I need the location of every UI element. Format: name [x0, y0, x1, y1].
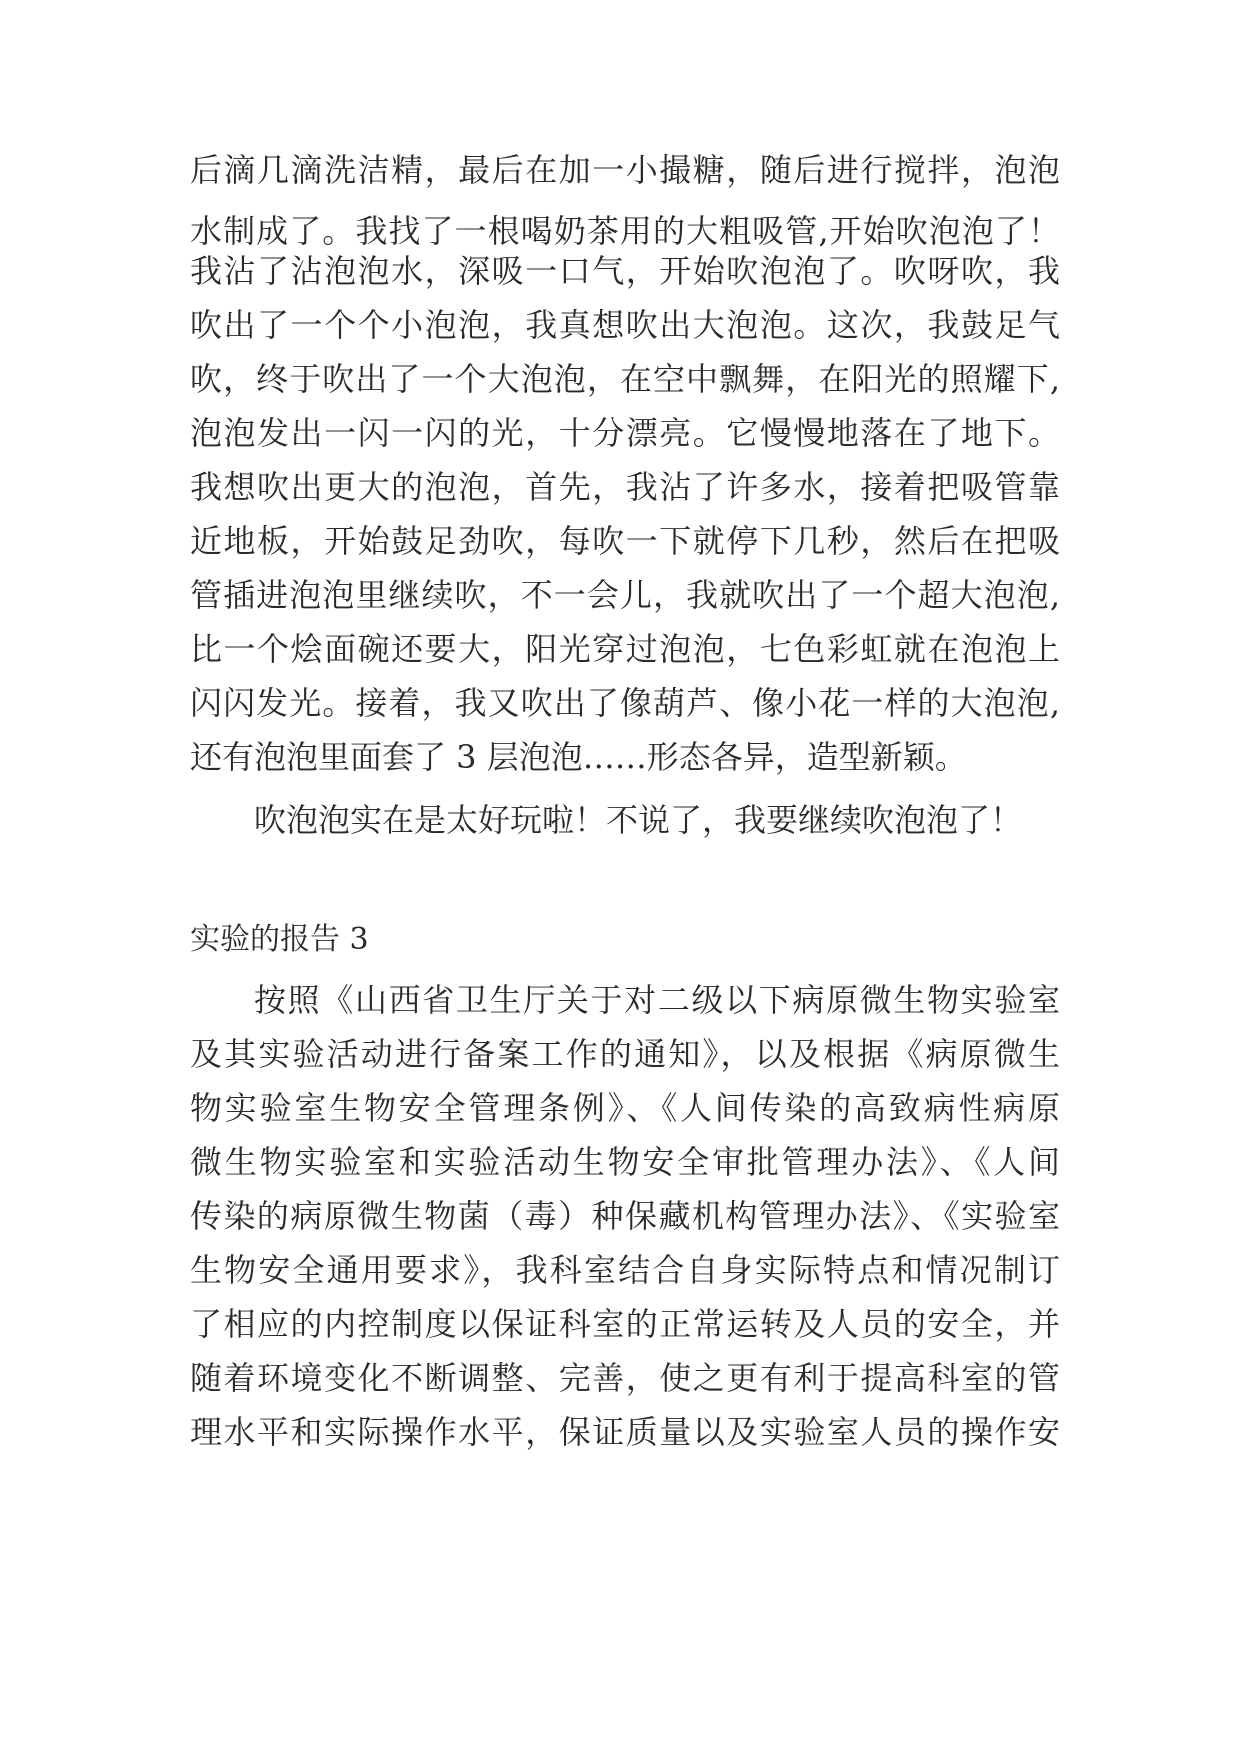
paragraph-line: 物实验室生物安全管理条例》、《人间传染的高致病性病原: [190, 1089, 1060, 1127]
paragraph-line: 还有泡泡里面套了 3 层泡泡……形态各异，造型新颖。: [190, 738, 967, 776]
paragraph-line: 传染的病原微生物菌（毒）种保藏机构管理办法》、《实验室: [190, 1197, 1060, 1235]
section-heading: 实验的报告 3: [190, 922, 369, 957]
paragraph-line: 随着环境变化不断调整、完善，使之更有利于提高科室的管: [190, 1359, 1060, 1397]
closing-line: 吹泡泡实在是太好玩啦！不说了，我要继续吹泡泡了！: [254, 801, 1023, 839]
paragraph-line: 微生物实验室和实验活动生物安全审批管理办法》、《人间: [190, 1143, 1060, 1181]
paragraph-line: 后滴几滴洗洁精，最后在加一小撮糖，随后进行搅拌，泡泡: [190, 151, 1060, 189]
paragraph-line: 吹出了一个个小泡泡，我真想吹出大泡泡。这次，我鼓足气: [190, 306, 1060, 344]
paragraph-line: 理水平和实际操作水平，保证质量以及实验室人员的操作安: [190, 1413, 1060, 1451]
paragraph-line: 及其实验活动进行备案工作的通知》，以及根据《病原微生: [190, 1035, 1060, 1073]
paragraph-line: 我沾了沾泡泡水，深吸一口气，开始吹泡泡了。吹呀吹，我: [190, 252, 1060, 290]
paragraph-line: 了相应的内控制度以保证科室的正常运转及人员的安全，并: [190, 1305, 1060, 1343]
paragraph-line: 按照《山西省卫生厅关于对二级以下病原微生物实验室: [254, 981, 1060, 1019]
paragraph-line: 比一个烩面碗还要大，阳光穿过泡泡，七色彩虹就在泡泡上: [190, 630, 1060, 668]
paragraph-line: 我想吹出更大的泡泡，首先，我沾了许多水，接着把吸管靠: [190, 468, 1060, 506]
paragraph-line: 水制成了。我找了一根喝奶茶用的大粗吸管,开始吹泡泡了！: [190, 212, 1060, 250]
paragraph-line: 泡泡发出一闪一闪的光，十分漂亮。它慢慢地落在了地下。: [190, 414, 1060, 452]
paragraph-line: 闪闪发光。接着，我又吹出了像葫芦、像小花一样的大泡泡,: [190, 684, 1060, 722]
paragraph-line: 吹，终于吹出了一个大泡泡，在空中飘舞，在阳光的照耀下,: [190, 360, 1060, 398]
paragraph-line: 管插进泡泡里继续吹，不一会儿，我就吹出了一个超大泡泡,: [190, 576, 1060, 614]
paragraph-line: 生物安全通用要求》，我科室结合自身实际特点和情况制订: [190, 1251, 1060, 1289]
paragraph-line: 近地板，开始鼓足劲吹，每吹一下就停下几秒，然后在把吸: [190, 522, 1060, 560]
